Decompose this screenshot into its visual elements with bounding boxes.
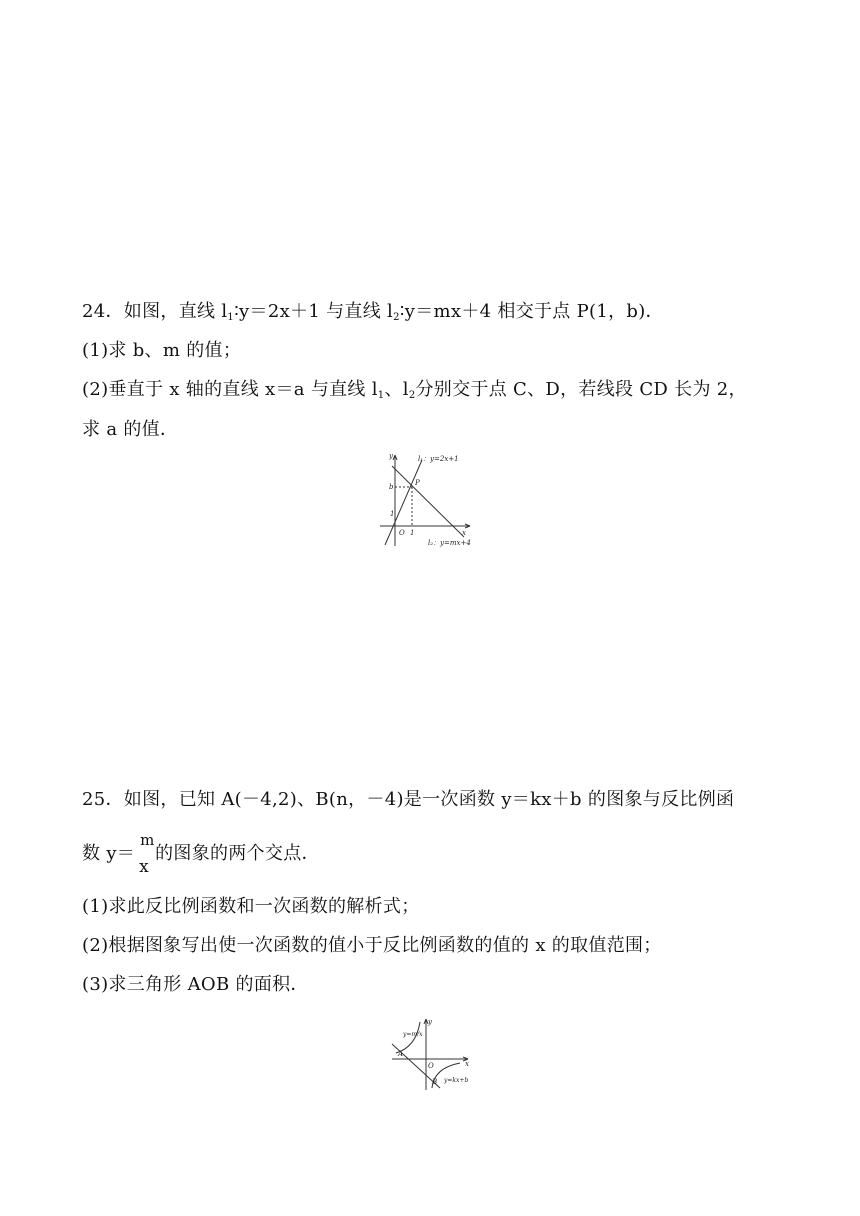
label-y: y bbox=[389, 452, 393, 460]
label-x: x bbox=[465, 1060, 469, 1068]
q24-part1: (1)求 b、m 的值； bbox=[82, 340, 242, 361]
label-O: O bbox=[399, 529, 405, 537]
q25-part2: (2)根据图象写出使一次函数的值小于反比例函数的值的 x 的取值范围； bbox=[82, 935, 662, 956]
q25-part3: (3)求三角形 AOB 的面积． bbox=[82, 974, 309, 995]
label-A: A bbox=[398, 1050, 404, 1058]
q25-stem: 25．如图，已知 A(－4,2)、B(n，－4)是一次函数 y＝kx＋b 的图象与反比例函 bbox=[82, 789, 735, 810]
label-1-y: 1 bbox=[390, 510, 395, 518]
fraction-m-over-x: m x bbox=[139, 831, 155, 877]
label-B: B bbox=[432, 1078, 438, 1086]
label-1-x: 1 bbox=[410, 529, 415, 537]
q24-part2: (2)垂直于 x 轴的直线 x＝a 与直线 $l_1$、$l_2$分别交于点 C、D，若线段 CD 长为 2， bbox=[82, 379, 747, 401]
label-l1: l₁：y=2x+1 bbox=[418, 455, 459, 463]
q24-figure bbox=[372, 451, 482, 549]
q25-figure bbox=[388, 1016, 478, 1094]
label-x: x bbox=[462, 529, 466, 537]
label-curve: y=m/x bbox=[403, 1031, 423, 1038]
label-P: P bbox=[415, 479, 420, 487]
q25-part1: (1)求此反比例函数和一次函数的解析式； bbox=[82, 896, 420, 917]
label-b: b bbox=[389, 483, 394, 491]
label-y: y bbox=[428, 1018, 432, 1026]
q25-stem-cont: 数 y＝ m x 的图象的两个交点． bbox=[82, 831, 320, 877]
q24-stem: 24．如图，直线 $l_1∶y=2x+1$ 与直线 $l_2∶y=mx+4$ 相交于点 P(1，b)． bbox=[82, 301, 664, 323]
label-l2: l₂：y=mx+4 bbox=[428, 539, 471, 547]
label-line: y=kx+b bbox=[444, 1077, 469, 1084]
label-O: O bbox=[428, 1062, 434, 1070]
q24-part2-cont: 求 a 的值． bbox=[82, 419, 179, 440]
